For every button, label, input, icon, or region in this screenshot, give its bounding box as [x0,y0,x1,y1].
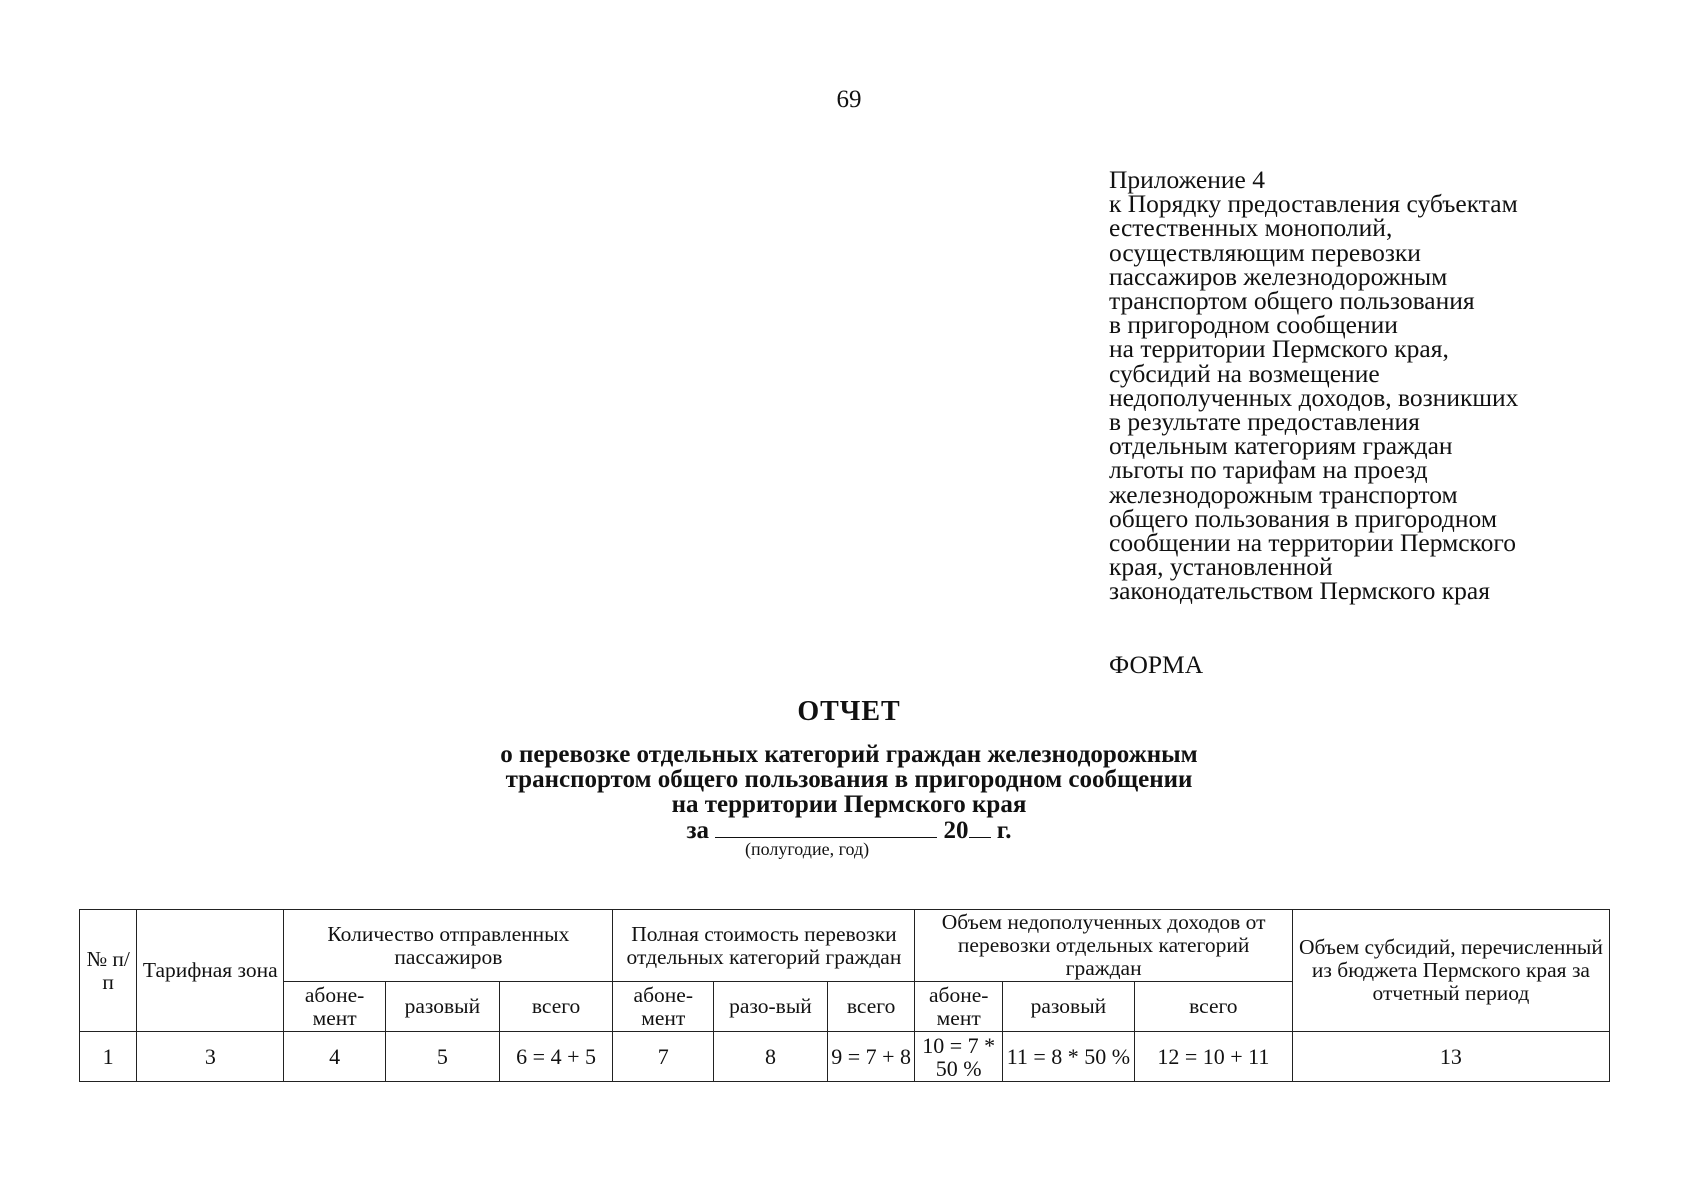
header-lost-income: Объем недополученных доходов от перевозки отдельных категорий граждан [915,910,1292,982]
subheader-income-subscription: абоне-мент [915,982,1003,1032]
appendix-line: Приложение 4 [1109,165,1265,194]
header-passengers: Количество отправленных пассажиров [284,910,613,982]
appendix-line: пассажиров железнодорожным [1109,261,1448,291]
appendix-reference [1109,165,1669,606]
appendix-line: льготы по тарифам на проезд [1109,455,1428,485]
subheader-income-single: разовый [1002,982,1134,1032]
year-blank-field[interactable] [969,817,991,838]
appendix-line: недополученных доходов, возникших [1109,382,1519,412]
header-tariff-zone: Тарифная зона [137,910,284,1032]
table-cell: 10 = 7 * 50 % [915,1032,1003,1082]
report-subtitle-line: о перевозке отдельных категорий граждан железнодорожным [500,741,1198,768]
table-cell: 9 = 7 + 8 [827,1032,915,1082]
subheader-cost-total: всего [827,982,915,1032]
header-full-cost: Полная стоимость перевозки отдельных категорий граждан [613,910,915,982]
appendix-line: субсидий на возмещение [1109,358,1380,388]
header-subsidies: Объем субсидий, перечисленный из бюджета Пермского края за отчетный период [1292,910,1609,1032]
appendix-line: отдельным категориям граждан [1109,431,1453,461]
header-number: № п/п [80,910,137,1032]
appendix-line: в пригородном сообщении [1109,310,1398,340]
subheader-income-total: всего [1134,982,1292,1032]
period-blank-field[interactable] [715,817,937,838]
table-cell: 13 [1292,1032,1609,1082]
subheader-cost-subscription: абоне-мент [613,982,714,1032]
table-cell: 4 [284,1032,386,1082]
subheader-passengers-single: разовый [385,982,499,1032]
period-prefix: за [686,817,709,844]
period-year: 20 [943,817,969,844]
appendix-line: транспортом общего пользования [1109,286,1475,316]
appendix-line: в результате предоставления [1109,407,1420,437]
table-cell: 11 = 8 * 50 % [1002,1032,1134,1082]
report-heading [0,696,1698,844]
report-title: ОТЧЕТ [797,696,901,727]
page-number: 69 [836,86,862,113]
report-subtitle-line: транспортом общего пользования в пригородном сообщении [505,766,1193,793]
appendix-line: законодательством Пермского края [1109,576,1490,606]
table-cell: 1 [80,1032,137,1082]
form-label: ФОРМА [1109,650,1204,679]
subheader-cost-single: разо-вый [714,982,828,1032]
table-cell: 6 = 4 + 5 [499,1032,613,1082]
table-row [80,1032,1610,1082]
subheader-passengers-subscription: абоне-мент [284,982,386,1032]
table-cell: 7 [613,1032,714,1082]
report-subtitle-line: на территории Пермского края [671,791,1027,818]
appendix-line: края, установленной [1109,552,1333,582]
appendix-line: осуществляющим перевозки [1109,237,1421,267]
table-cell: 8 [714,1032,828,1082]
table-cell: 3 [137,1032,284,1082]
table-cell: 12 = 10 + 11 [1134,1032,1292,1082]
appendix-line: железнодорожным транспортом [1109,479,1458,509]
appendix-line: на территории Пермского края, [1109,334,1449,364]
period-suffix: г. [996,817,1012,844]
appendix-line: сообщении на территории Пермского [1109,528,1516,558]
period-hint: (полугодие, год) [745,839,870,859]
appendix-line: естественных монополий, [1109,213,1393,243]
report-table [79,909,1610,1082]
subheader-passengers-total: всего [499,982,613,1032]
appendix-line: к Порядку предоставления субъектам [1109,189,1518,219]
table-cell: 5 [385,1032,499,1082]
appendix-line: общего пользования в пригородном [1109,503,1497,533]
